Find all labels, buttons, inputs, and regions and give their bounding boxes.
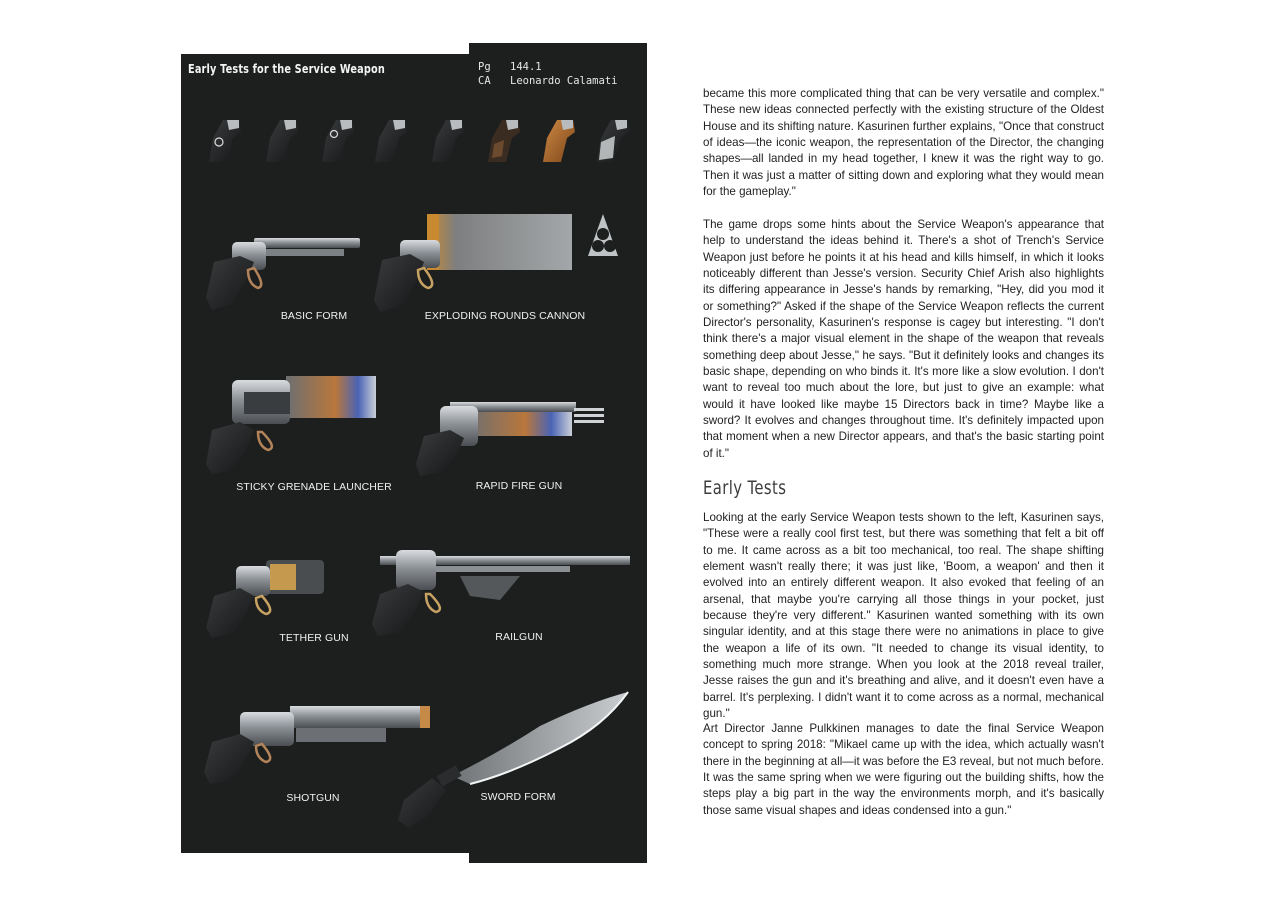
- shotgun-gun: [204, 706, 430, 784]
- grip-test-1: [209, 120, 241, 162]
- label-exploding-rounds-cannon: EXPLODING ROUNDS CANNON: [424, 310, 586, 322]
- label-rapid-fire-gun: RAPID FIRE GUN: [475, 480, 563, 492]
- grip-test-5: [432, 120, 464, 162]
- grip-test-8: [597, 120, 629, 162]
- exploding-rounds-cannon-gun: [374, 214, 618, 312]
- paragraph-3-text: Looking at the early Service Weapon tests shown to the left, Kasurinen says, "These were a really cool first test, but there was something that felt a bit off to me. It came across as a bit too mechanical, too real. The shape shifting element wasn't really there; it was just like, 'Boom, a weapon' and then it evolved into an entirely different weapon. It also evoked that feeling of an arsenal, that maybe you're carrying all those things in your pocket, just because they're very different." Kasurinen wanted something with its own singular identity, and at this stage there were no animations in place to give the weapon a life of its own. "It needed to change its visual identity, to something much more strange. When you look at the 2018 reveal trailer, Jesse raises the gun and it's breathing and alive, and it doesn't even have a barrel. It's perplexing. I didn't want it to come across as a normal, mechanical gun.": [703, 511, 1104, 721]
- label-sword-form: SWORD FORM: [480, 791, 556, 803]
- grip-test-3: [322, 120, 354, 162]
- grip-test-6: [488, 120, 520, 162]
- meta-page-key: Pg: [478, 61, 491, 73]
- grip-test-row: [209, 120, 629, 162]
- railgun-gun: [372, 550, 630, 636]
- meta-artist-key: CA: [478, 75, 491, 87]
- section-heading: Early Tests: [703, 477, 787, 499]
- grip-test-4: [375, 120, 407, 162]
- article-paragraph-3: [703, 510, 1104, 722]
- article-paragraph-4: [703, 721, 1104, 819]
- grip-test-2: [266, 120, 298, 162]
- paragraph-2-text: The game drops some hints about the Service Weapon's appearance that help to understand the ideas behind it. There's a shot of Trench's Service Weapon just before he points it at his head and kills himself, in which it looks noticeably different than Jesse's version. Security Chief Arish also highlights its differing appearance in Jesse's hands by remarking, "Hey, did you mod it or something?" Asked if the shape of the Service Weapon reflects the current Director's personality, Kasurinen's response is cagey but interesting. "I don't think there's a major visual element in the shape of the weapon that reveals something deep about Jesse," he says. "But it definitely looks and changes its basic shape, depending on who binds it. It's more like a slow evolution. I don't want to reveal too much about the lore, but just to give an example: what would it have looked like maybe 15 Directors back in time? Maybe like a sword? It evolves and changes throughout time. It's definitely impacted upon that moment when a new Director appears, and that's the basic starting point of it.": [703, 218, 1104, 460]
- paragraph-1-text: became this more complicated thing that can be very versatile and complex." These new ideas connected perfectly with the existing structure of the Oldest House and its shifting nature. Kasurinen further explains, "Once that construct of ideas—the iconic weapon, the representation of the Director, the changing shapes—all landed in my head together, I knew it was the right way to go. Then it was just a matter of sitting down and exploring what they would mean for the gameplay.": [703, 87, 1104, 199]
- label-tether-gun: TETHER GUN: [279, 632, 349, 644]
- grip-test-7: [543, 120, 575, 162]
- panel-title: Early Tests for the Service Weapon: [188, 61, 385, 76]
- meta-artist-value: Leonardo Calamati: [510, 75, 618, 87]
- article-paragraph-2: [703, 217, 1104, 462]
- sticky-grenade-launcher-gun: [206, 376, 376, 474]
- label-shotgun: SHOTGUN: [286, 792, 340, 804]
- basic-form-gun: [206, 238, 360, 310]
- paragraph-4-text: Art Director Janne Pulkkinen manages to date the final Service Weapon concept to spring 2018: "Mikael came up with the idea, which actually wasn't there in the beginning at all—it was before the E3 reveal, but not much before. It was the same spring when we were figuring out the building shifts, how the steps play a big part in the way the environments morph, and it's basically those same visual shapes and ideas condensed into a gun.": [703, 722, 1104, 817]
- article-paragraph-1: [703, 86, 1104, 200]
- meta-page-value: 144.1: [510, 61, 542, 73]
- sword-form-blade: [398, 692, 628, 828]
- label-sticky-grenade-launcher: STICKY GRENADE LAUNCHER: [236, 481, 392, 493]
- label-railgun: RAILGUN: [495, 631, 543, 643]
- tether-gun: [206, 560, 324, 638]
- rapid-fire-gun: [416, 402, 604, 476]
- label-basic-form: BASIC FORM: [280, 310, 348, 322]
